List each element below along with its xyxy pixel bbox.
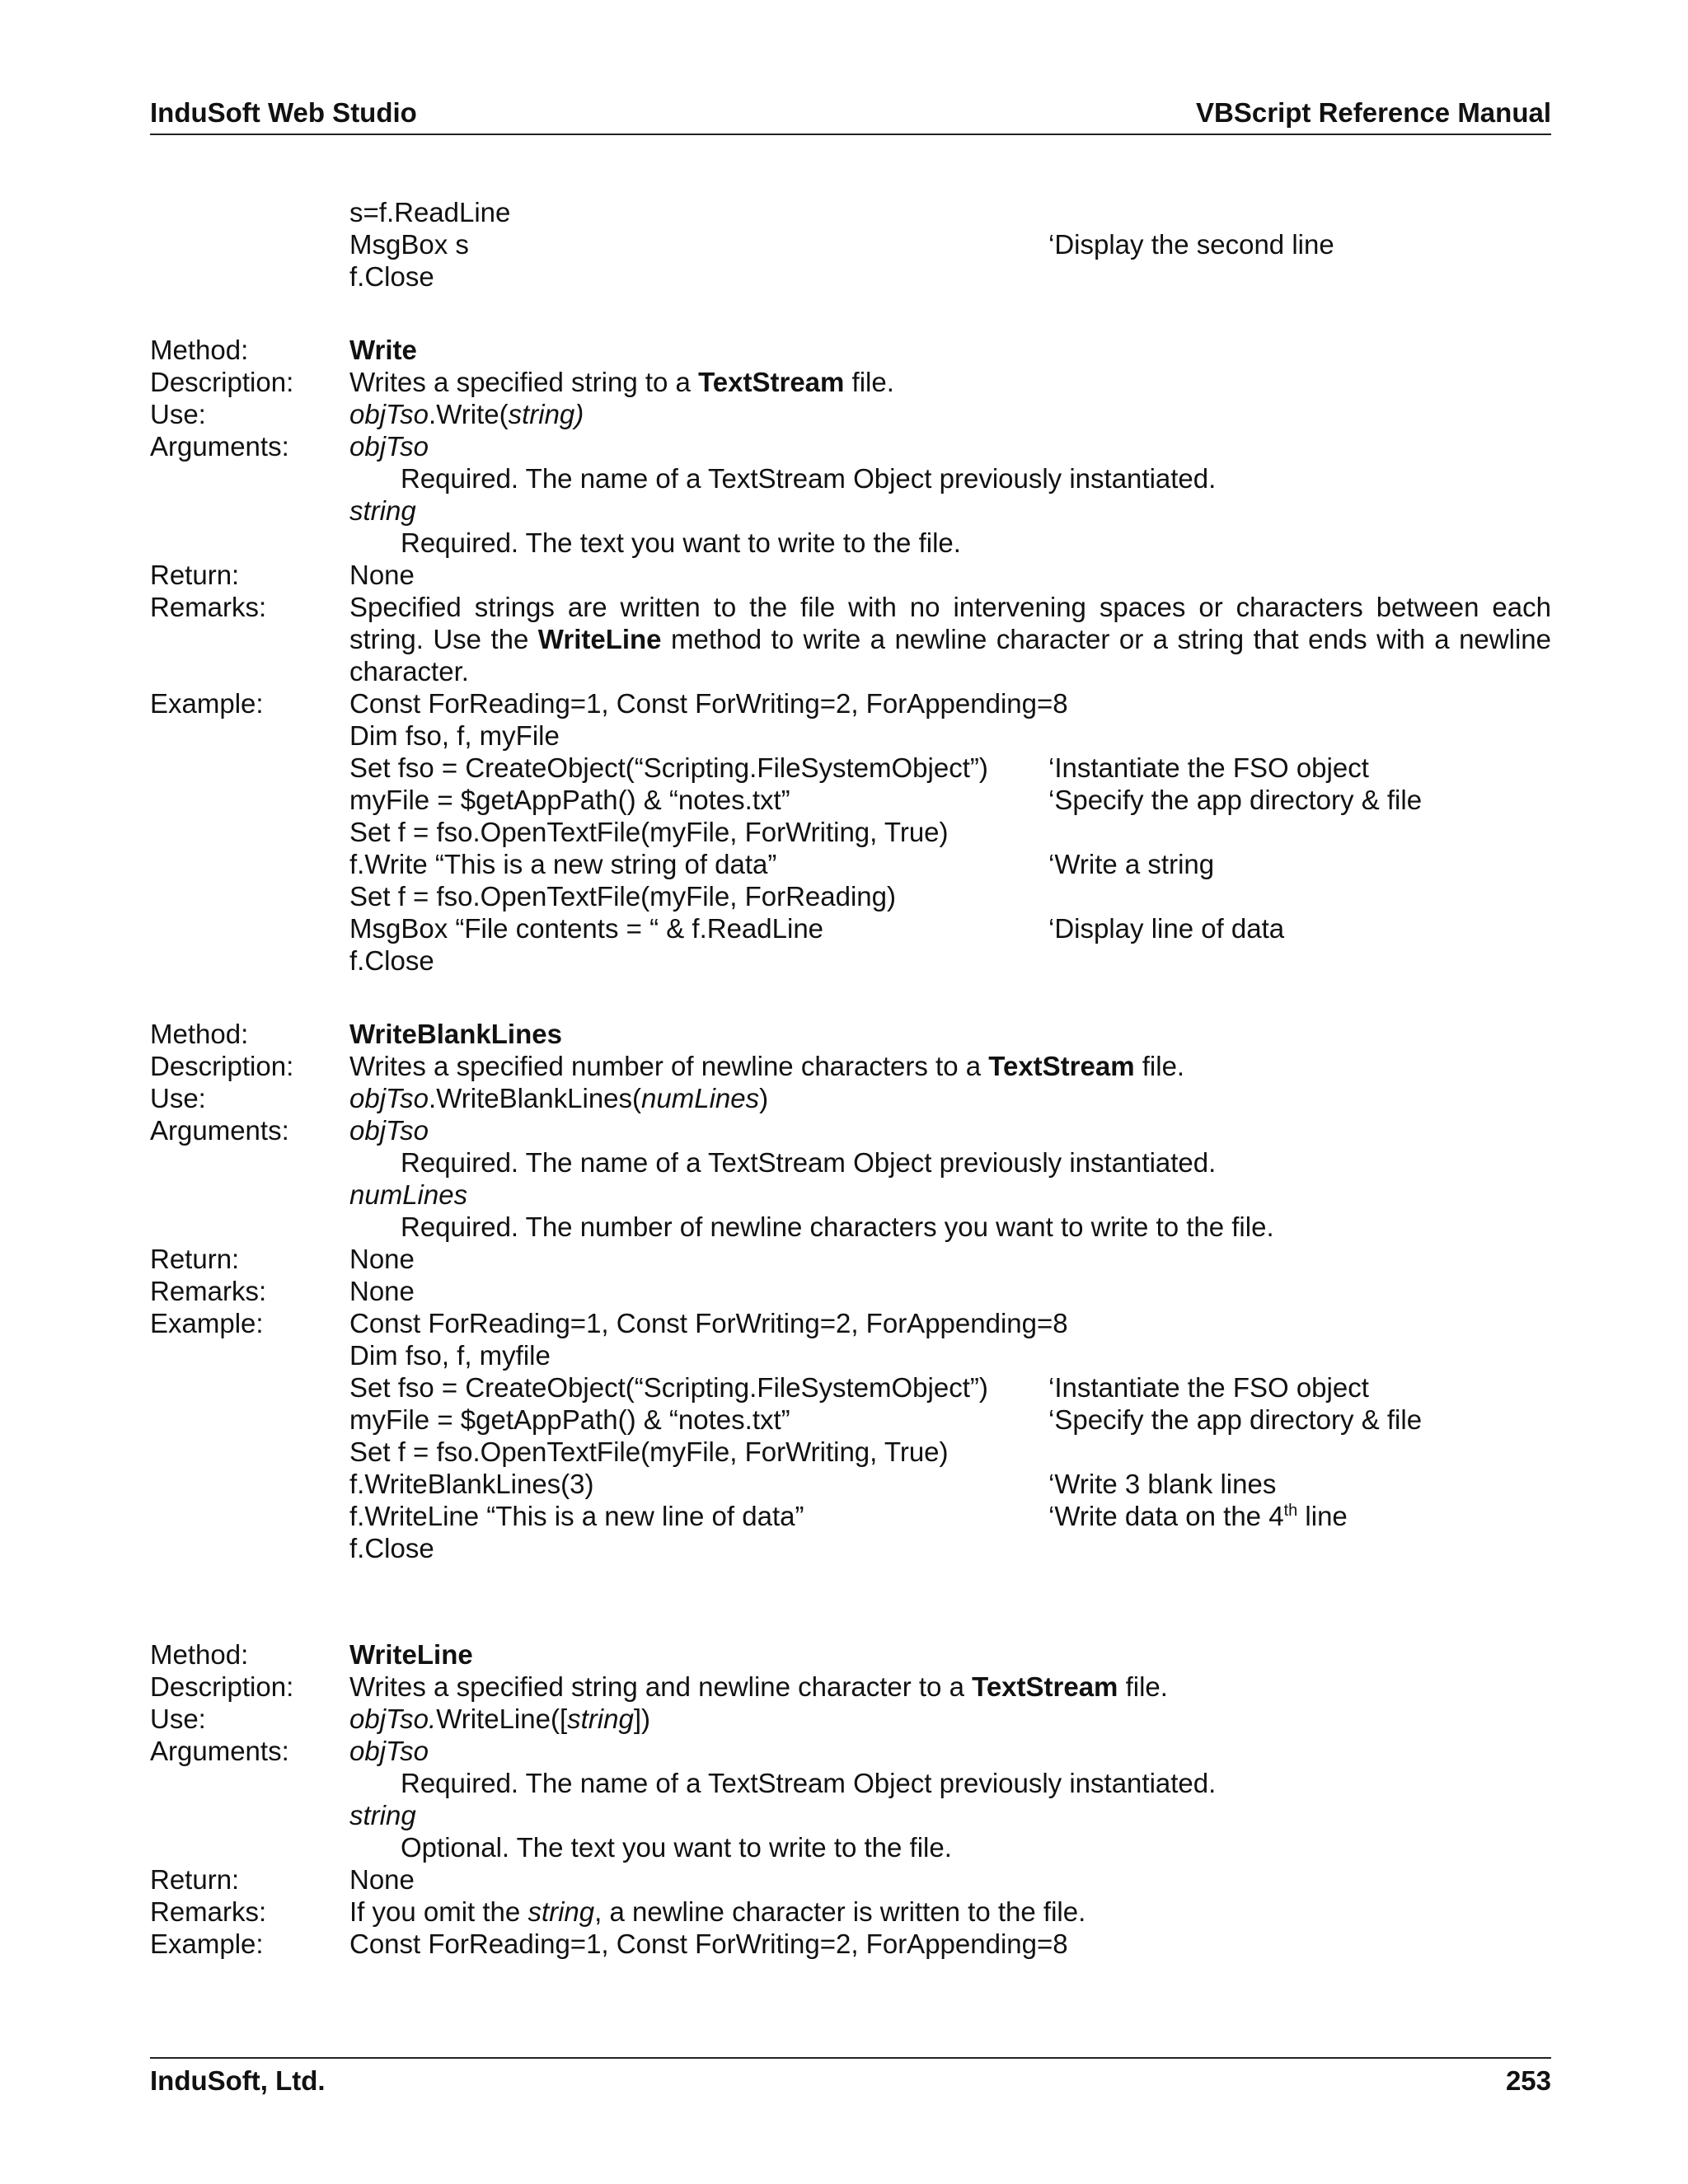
code-line: f.Close [349, 1533, 434, 1563]
page-footer [150, 2057, 1551, 2107]
method-label: Method: [150, 1639, 249, 1670]
code-comment: ‘Write 3 blank lines [1048, 1469, 1277, 1499]
remarks-text: If you omit the string, a newline character is written to the file. [349, 1896, 1086, 1927]
code-line: f.Close [349, 945, 434, 976]
code-line: s=f.ReadLine [349, 197, 511, 227]
method-name: Write [349, 335, 417, 365]
code-comment: ‘Specify the app directory & file [1048, 1404, 1423, 1435]
example-label: Example: [150, 1308, 264, 1338]
code-line: Dim fso, f, myfile [349, 1340, 551, 1371]
argument-name: objTso [349, 1736, 429, 1766]
arguments-label: Arguments: [150, 1115, 289, 1146]
use-label: Use: [150, 1083, 206, 1113]
use-label: Use: [150, 399, 206, 429]
code-line: MsgBox s ‘Display the second line [349, 229, 1334, 260]
page-body [150, 196, 1551, 1960]
return-label: Return: [150, 1864, 240, 1895]
code-line: MsgBox “File contents = “ & f.ReadLine ‘Display line of data [349, 913, 1285, 944]
description-label: Description: [150, 367, 294, 397]
argument-name: numLines [349, 1179, 468, 1210]
arguments-label: Arguments: [150, 1736, 289, 1766]
code-line: Const ForReading=1, Const ForWriting=2, ForAppending=8 [349, 1308, 1068, 1338]
method-write-section [150, 334, 1551, 977]
description-label: Description: [150, 1051, 294, 1081]
code-line: f.Write “This is a new string of data” ‘Write a string [349, 849, 1215, 879]
use-label: Use: [150, 1704, 206, 1734]
code-line: myFile = $getAppPath() & “notes.txt” ‘Specify the app directory & file [349, 1404, 1423, 1435]
argument-description: Required. The text you want to write to the file. [401, 527, 961, 558]
code-line: Const ForReading=1, Const ForWriting=2, ForAppending=8 [349, 688, 1068, 719]
code-comment: ‘Specify the app directory & file [1048, 785, 1423, 815]
example-label: Example: [150, 688, 264, 719]
argument-name: string [349, 1800, 416, 1830]
description-text: Writes a specified string to a TextStream file. [349, 367, 894, 397]
header-title: InduSoft Web Studio [150, 97, 417, 128]
return-value: None [349, 1244, 415, 1274]
method-name: WriteLine [349, 1639, 473, 1670]
code-line: Set f = fso.OpenTextFile(myFile, ForWriting, True) [349, 817, 949, 847]
code-line: f.WriteLine “This is a new line of data” ‘Write data on the 4th line [349, 1501, 1348, 1531]
code-comment: ‘Write a string [1048, 849, 1215, 879]
code-line: f.Close [349, 261, 434, 292]
description-label: Description: [150, 1671, 294, 1702]
argument-description: Required. The name of a TextStream Object previously instantiated. [401, 1768, 1217, 1798]
description-text: Writes a specified string and newline character to a TextStream file. [349, 1671, 1168, 1702]
code-line: Set f = fso.OpenTextFile(myFile, ForWriting, True) [349, 1436, 949, 1467]
arguments-label: Arguments: [150, 431, 289, 462]
page-number: 253 [1505, 2065, 1551, 2096]
return-value: None [349, 560, 415, 590]
code-line: Set fso = CreateObject(“Scripting.FileSystemObject”) ‘Instantiate the FSO object [349, 752, 1369, 783]
method-writeblanklines-section [150, 1018, 1551, 1564]
code-comment: ‘Display line of data [1048, 913, 1285, 944]
remarks-label: Remarks: [150, 1896, 267, 1927]
code-comment: ‘Write data on the 4th line [1048, 1501, 1348, 1531]
code-line: f.WriteBlankLines(3) ‘Write 3 blank lines [349, 1469, 1277, 1499]
argument-name: objTso [349, 431, 429, 462]
argument-description: Required. The name of a TextStream Object previously instantiated. [401, 1147, 1217, 1178]
use-syntax: objTso.WriteLine([string]) [349, 1704, 651, 1734]
page-header [150, 97, 1551, 135]
remarks-text: None [349, 1276, 415, 1306]
argument-name: objTso [349, 1115, 429, 1146]
code-comment: ‘Display the second line [1048, 229, 1334, 260]
return-value: None [349, 1864, 415, 1895]
code-line: Dim fso, f, myFile [349, 720, 560, 751]
argument-description: Required. The name of a TextStream Object previously instantiated. [401, 463, 1217, 494]
footer-company: InduSoft, Ltd. [150, 2065, 326, 2096]
argument-name: string [349, 495, 416, 526]
argument-description: Required. The number of newline characters you want to write to the file. [401, 1212, 1274, 1242]
method-label: Method: [150, 1019, 249, 1049]
remarks-label: Remarks: [150, 592, 267, 622]
return-label: Return: [150, 560, 240, 590]
code-line: Set f = fso.OpenTextFile(myFile, ForReading) [349, 881, 896, 912]
example-label: Example: [150, 1929, 264, 1959]
header-manual-title: VBScript Reference Manual [1196, 97, 1551, 128]
remarks-text: Specified strings are written to the file with no intervening spaces or characters between each string. Use the WriteLine method to write a newline character or a string that ends with a newline character. [349, 592, 1551, 687]
use-syntax: objTso.WriteBlankLines(numLines) [349, 1083, 769, 1113]
return-label: Return: [150, 1244, 240, 1274]
code-comment: ‘Instantiate the FSO object [1048, 752, 1369, 783]
code-comment: ‘Instantiate the FSO object [1048, 1372, 1369, 1403]
code-line: Const ForReading=1, Const ForWriting=2, ForAppending=8 [349, 1929, 1068, 1959]
method-name: WriteBlankLines [349, 1019, 562, 1049]
remarks-label: Remarks: [150, 1276, 267, 1306]
code-line: Set fso = CreateObject(“Scripting.FileSystemObject”) ‘Instantiate the FSO object [349, 1372, 1369, 1403]
method-label: Method: [150, 335, 249, 365]
method-writeline-section [150, 1638, 1551, 1960]
use-syntax: objTso.Write(string) [349, 399, 584, 429]
code-line: myFile = $getAppPath() & “notes.txt” ‘Specify the app directory & file [349, 785, 1423, 815]
argument-description: Optional. The text you want to write to the file. [401, 1832, 952, 1863]
description-text: Writes a specified number of newline characters to a TextStream file. [349, 1051, 1185, 1081]
